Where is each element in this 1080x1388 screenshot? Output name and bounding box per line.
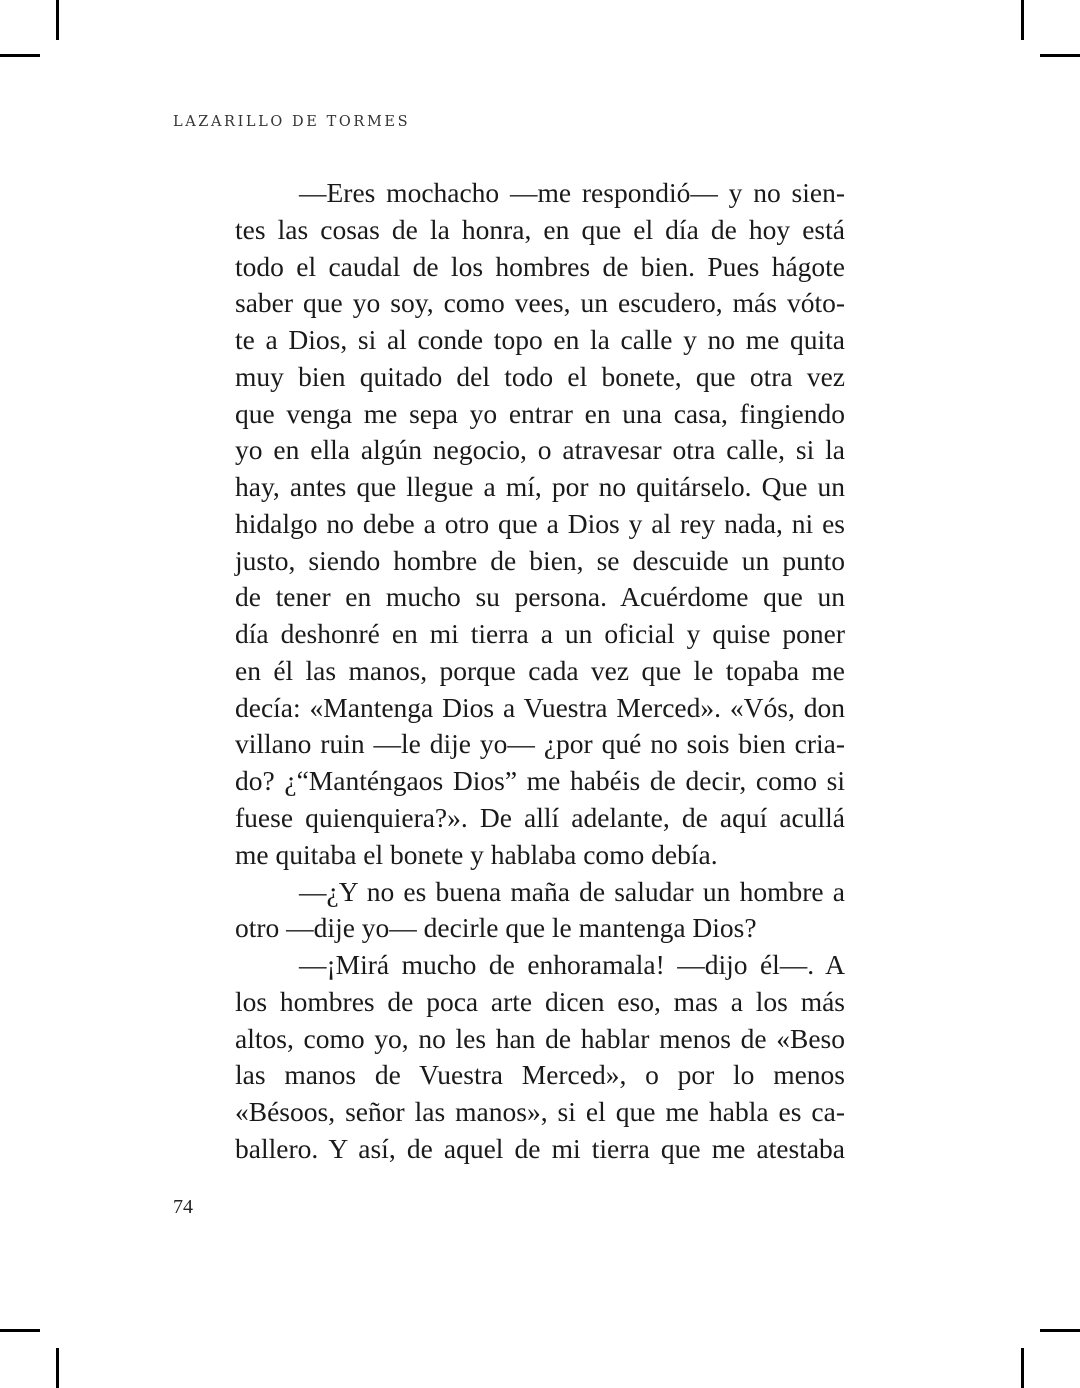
body-text xyxy=(235,175,845,1168)
text-line: decía: «Mantenga Dios a Vuestra Merced». «Vós, don xyxy=(235,691,845,723)
text-line: fuese quienquiera?». De allí adelante, de aquí acullá xyxy=(235,802,845,834)
text-line: altos, como yo, no les han de hablar menos de «Beso xyxy=(235,1022,845,1054)
crop-mark-top-left-horizontal xyxy=(0,54,40,57)
text-line: los hombres de poca arte dicen eso, mas a los más xyxy=(235,985,845,1017)
page-number: 74 xyxy=(173,1196,193,1218)
crop-mark-bottom-right-vertical xyxy=(1021,1348,1024,1388)
text-line: saber que yo soy, como vees, un escudero, más vóto- xyxy=(235,287,845,319)
text-line: —¡Mirá mucho de enhoramala! —dijo él—. A xyxy=(299,949,845,981)
text-line: justo, siendo hombre de bien, se descuide un punto xyxy=(235,544,845,576)
text-line: «Bésoos, señor las manos», si el que me habla es ca- xyxy=(235,1096,845,1128)
text-line: que venga me sepa yo entrar en una casa, fingiendo xyxy=(235,397,845,429)
text-line: hidalgo no debe a otro que a Dios y al rey nada, ni es xyxy=(235,507,845,539)
running-head: LAZARILLO DE TORMES xyxy=(173,114,411,130)
text-line: otro —dije yo— decirle que le mantenga Dios? xyxy=(235,912,757,944)
text-line: do? ¿“Manténgaos Dios” me habéis de decir, como si xyxy=(235,765,845,797)
text-line: ballero. Y así, de aquel de mi tierra que me atestaba xyxy=(235,1132,845,1164)
crop-mark-bottom-left-horizontal xyxy=(0,1329,40,1332)
text-line: hay, antes que llegue a mí, por no quitárselo. Que un xyxy=(235,471,845,503)
text-line: me quitaba el bonete y hablaba como debía. xyxy=(235,838,718,870)
text-line: villano ruin —le dije yo— ¿por qué no sois bien cria- xyxy=(235,728,845,760)
crop-mark-bottom-right-horizontal xyxy=(1040,1329,1080,1332)
crop-mark-top-right-vertical xyxy=(1021,0,1024,40)
text-line: te a Dios, si al conde topo en la calle y no me quita xyxy=(235,324,845,356)
crop-mark-bottom-left-vertical xyxy=(56,1348,59,1388)
text-line: tes las cosas de la honra, en que el día de hoy está xyxy=(235,213,845,245)
text-line: —Eres mochacho —me respondió— y no sien- xyxy=(299,177,845,208)
text-line: día deshonré en mi tierra a un oficial y quise poner xyxy=(235,618,845,650)
text-line: yo en ella algún negocio, o atravesar otra calle, si la xyxy=(235,434,845,466)
crop-mark-top-right-horizontal xyxy=(1040,54,1080,57)
text-line: las manos de Vuestra Merced», o por lo menos xyxy=(235,1059,845,1091)
text-line: de tener en mucho su persona. Acuérdome que un xyxy=(235,581,845,613)
text-line: muy bien quitado del todo el bonete, que otra vez xyxy=(235,360,845,392)
text-line: todo el caudal de los hombres de bien. Pues hágote xyxy=(235,250,845,282)
crop-mark-top-left-vertical xyxy=(56,0,59,40)
text-line: en él las manos, porque cada vez que le topaba me xyxy=(235,654,845,686)
text-line: —¿Y no es buena maña de saludar un hombre a xyxy=(299,875,845,907)
